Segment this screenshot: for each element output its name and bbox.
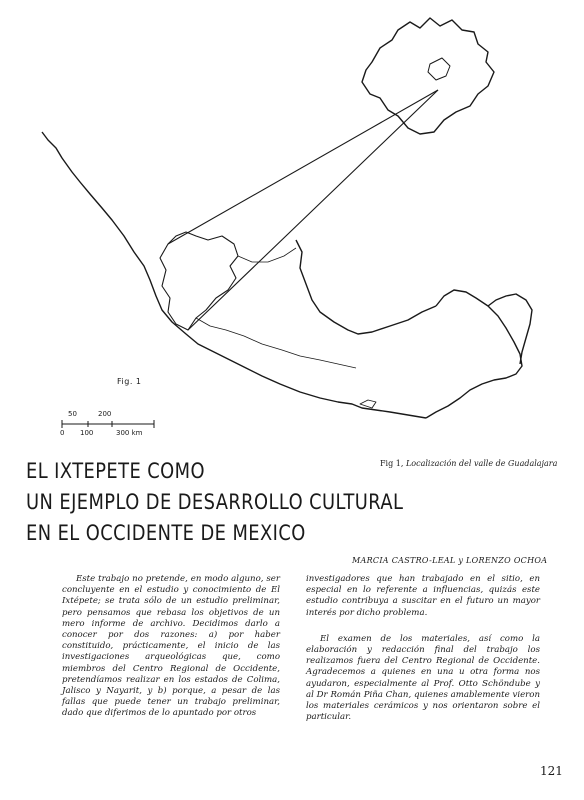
- scale-label: 50: [68, 410, 77, 418]
- scale-label: 0: [60, 429, 65, 437]
- coastal-islands: [360, 400, 376, 408]
- caption-text: Localización del valle de Guadalajara: [405, 459, 558, 468]
- scale-label: 300 km: [116, 429, 143, 437]
- title-line: UN EJEMPLO DE DESARROLLO CULTURAL: [26, 490, 404, 514]
- yucatan-peninsula: [488, 294, 532, 364]
- projection-line-lower: [188, 90, 438, 330]
- mexico-interior-outline: [160, 232, 238, 330]
- enlarged-region-outline: [362, 18, 494, 134]
- figure-label: Fig. 1: [117, 377, 142, 386]
- text-column-left: [62, 574, 280, 720]
- scale-label: 200: [98, 410, 112, 418]
- mexico-gulf-coast: [426, 290, 522, 418]
- scale-ruler: [60, 419, 156, 429]
- text-column-right: [306, 574, 540, 723]
- figure-caption: [380, 459, 580, 468]
- paragraph: El examen de los materiales, así como la elaboración y redacción final del trabajo los realizamos fuera del Centro Regional de Occidente. Agradecemos a quienes en una u otra forma nos ayudaron, especialmente al Prof. Otto Schöndube y al Dr Román Piña Chan, quienes amablemente vieron los materiales cerámicos y nos orientaron sobre el particular.: [306, 633, 540, 723]
- article-authors: MARCIA CASTRO-LEAL y LORENZO OCHOA: [352, 556, 548, 565]
- article-title: [26, 456, 403, 549]
- paragraph: investigadores que han trabajado en el sitio, en especial en lo referente a influencias, quizás este estudio contribuya a suscitar en el futuro un mayor interés por dicho problema.: [306, 574, 540, 618]
- title-line: EL IXTEPETE COMO: [26, 459, 205, 483]
- title-line: EN EL OCCIDENTE DE MEXICO: [26, 521, 306, 545]
- caption-prefix: Fig 1,: [380, 459, 404, 468]
- map-scale-bar: [60, 410, 160, 442]
- mexico-northeast-outline: [296, 240, 436, 334]
- enlarged-region-inner: [428, 58, 450, 80]
- page-number: 121: [540, 764, 563, 778]
- paragraph: Este trabajo no pretende, en modo alguno, ser concluyente en el estudio y conocimiento de El Ixtépete; se trata sólo de un estudio preliminar, pero pensamos que rebasa los objetivos de un mero informe de archivo. Decidimos darlo a conocer por dos razones: a) por haber constituido, prácticamente, el inicio de las investigaciones arqueológicas que, como miembros del Centro Regional de Occidente, pretendíamos realizar en los estados de Colima, Jalisco y Nayarit, y b) porque, a pesar de las fallas que puede tener un trabajo preliminar, dado que diferimos de lo apuntado por otros: [62, 574, 280, 719]
- scale-label: 100: [80, 429, 94, 437]
- state-borders: [196, 248, 356, 368]
- projection-line-upper: [168, 90, 438, 244]
